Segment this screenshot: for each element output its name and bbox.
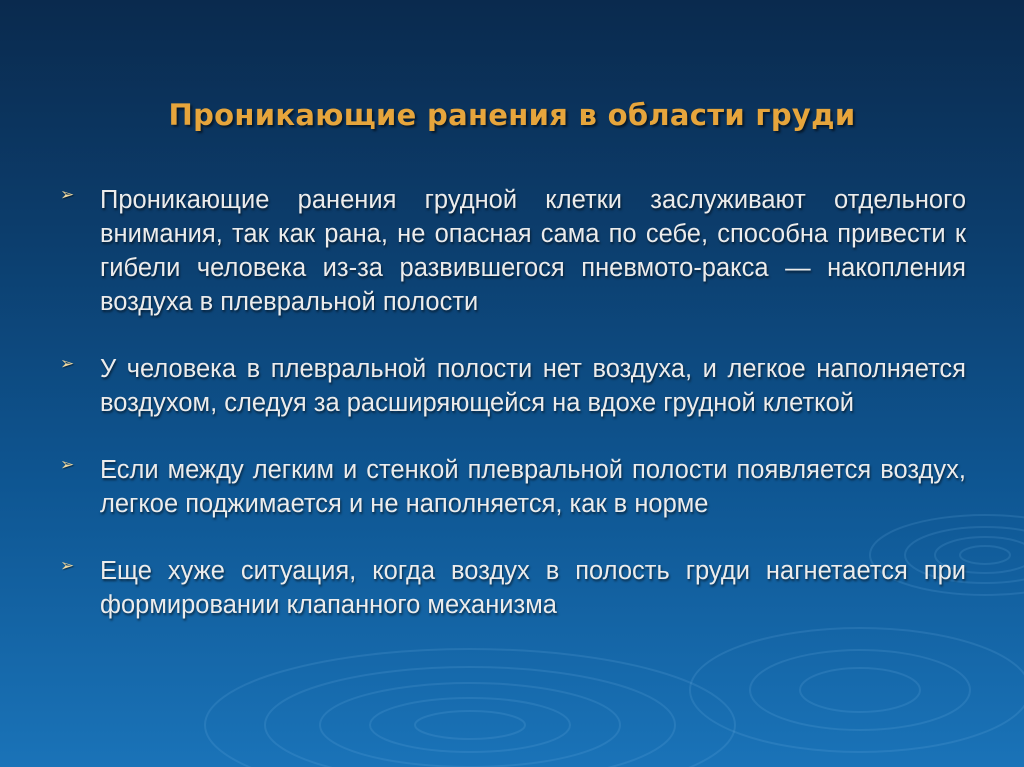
arrow-bullet-icon: ➢ <box>60 556 75 575</box>
arrow-bullet-icon: ➢ <box>60 354 75 373</box>
arrow-bullet-icon: ➢ <box>60 455 75 474</box>
bullet-item <box>60 352 966 420</box>
arrow-bullet-icon: ➢ <box>60 185 75 204</box>
bullet-text: Еще хуже ситуация, когда воздух в полость груди нагнетается при формировании клапанного механизма <box>100 557 966 619</box>
bullet-text: У человека в плевральной полости нет воздуха, и легкое наполняется воздухом, следуя за расширяющейся на вдохе грудной клеткой <box>100 355 966 417</box>
bullet-text: Проникающие ранения грудной клетки заслуживают отдельного внимания, так как рана, не опасная сама по себе, способна привести к гибели человека из-за развившегося пневмото-ракса — накопления воздуха в плевральной полости <box>100 186 966 316</box>
bullet-item <box>60 453 966 521</box>
bullet-item <box>60 554 966 622</box>
bullet-list <box>60 183 966 655</box>
bullet-item <box>60 183 966 319</box>
slide-title: Проникающие ранения в области груди <box>168 98 856 132</box>
bullet-text: Если между легким и стенкой плевральной полости появляется воздух, легкое поджимается и не наполняется, как в норме <box>100 456 966 518</box>
